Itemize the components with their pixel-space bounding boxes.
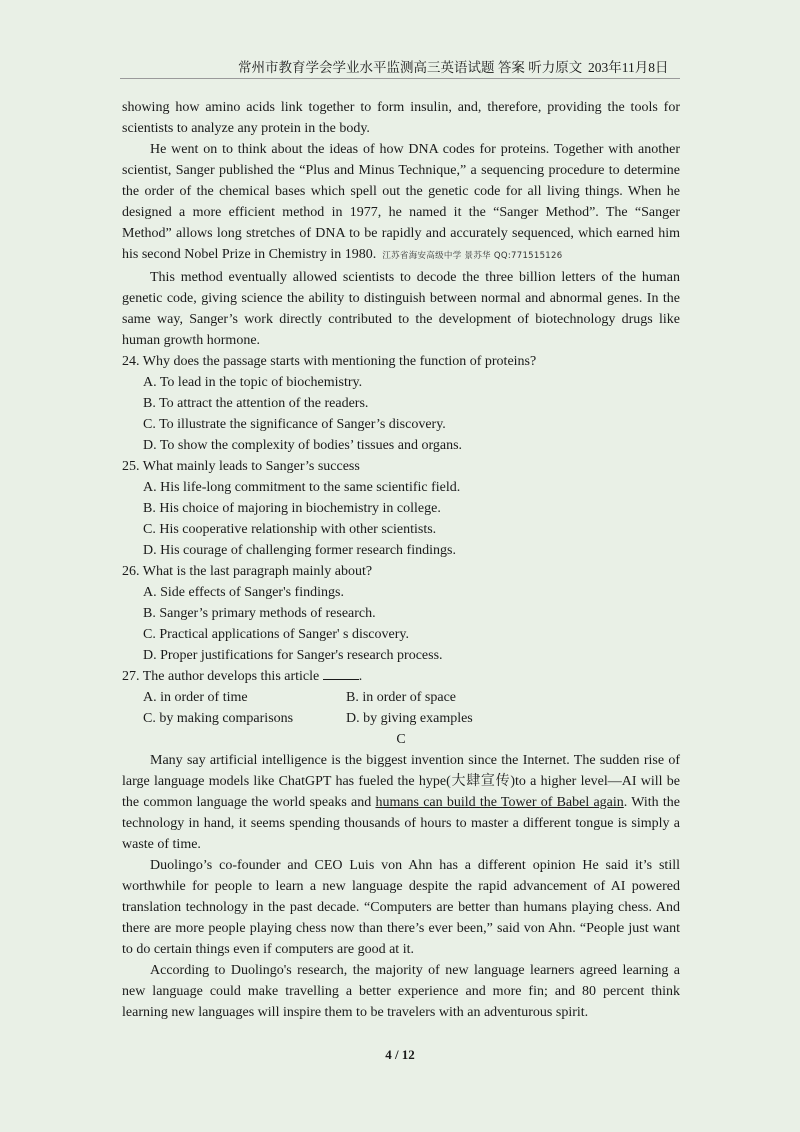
- question-27-stem-end: .: [358, 669, 363, 684]
- passage-b-paragraph-2: [122, 139, 680, 267]
- question-24-option-c: C. To illustrate the significance of Sanger’s discovery.: [143, 417, 446, 432]
- question-26-option-d: D. Proper justifications for Sanger's research process.: [143, 648, 443, 663]
- section-c-paragraph-1: [122, 750, 680, 855]
- question-26-option-a: A. Side effects of Sanger's findings.: [143, 585, 344, 600]
- question-27-options-row-1: [143, 687, 680, 708]
- question-26-stem: 26. What is the last paragraph mainly about?: [122, 564, 373, 579]
- question-27-option-b: B. in order of space: [346, 690, 457, 705]
- page-content: [122, 97, 680, 1023]
- header-divider: [120, 78, 680, 79]
- question-24-option-d: D. To show the complexity of bodies’ tissues and organs.: [143, 438, 463, 453]
- answer-blank: [323, 667, 359, 680]
- question-27-options-row-2: [143, 708, 680, 729]
- question-27-stem-text: 27. The author develops this article: [122, 669, 320, 684]
- question-27-option-d: D. by giving examples: [346, 711, 473, 726]
- passage-b-paragraph-1: showing how amino acids link together to form insulin, and, therefore, providing the tools for scientists to analyze any protein in the body.: [122, 100, 680, 136]
- section-c-label: C: [396, 732, 406, 747]
- question-25-option-a: A. His life-long commitment to the same scientific field.: [143, 480, 461, 495]
- header-title: 常州市教育学会学业水平监测高三英语试题 答案 听力原文: [238, 60, 583, 75]
- question-27-option-c: C. by making comparisons: [143, 711, 294, 726]
- header-date: 203年11月8日: [588, 60, 669, 75]
- watermark-note: 江苏省海安高级中学 景苏华 QQ:771515126: [382, 251, 563, 261]
- section-c-paragraph-1-text-b: . With the technology in hand, it seems spending thousands of hours to master a different tongue is simply a waste of time.: [122, 795, 680, 852]
- passage-b-paragraph-2-text: He went on to think about the ideas of how DNA codes for proteins. Together with another scientist, Sanger published the “Plus and Minus Technique,” a sequencing procedure to determine the order of the chemical bases which spell out the genetic code for all living things. When he designed a more efficient method in 1977, he named it the “Sanger Method”. The “Sanger Method” allows long stretches of DNA to be rapidly and accurately sequenced, which earned him his second Nobel Prize in Chemistry in 1980.: [122, 142, 680, 262]
- section-c-paragraph-1-text-a: Many say artificial intelligence is the biggest invention since the Internet. The sudden rise of large language models like ChatGPT has fueled the hype(大肆宣传)to a higher level—AI will be the common language the world speaks and: [122, 753, 680, 810]
- section-c-paragraph-2: Duolingo’s co-founder and CEO Luis von Ahn has a different opinion He said it’s still worthwhile for people to learn a new language despite the rapid advancement of AI powered translation technology in the past decade. “Computers are better than humans playing chess. And there are more people playing chess now than there’s ever been,” said von Ahn. “People just want to do certain things even if computers are good at it.: [122, 858, 680, 957]
- question-27-stem: [122, 666, 680, 687]
- question-24-stem: 24. Why does the passage starts with mentioning the function of proteins?: [122, 354, 537, 369]
- question-25-stem: 25. What mainly leads to Sanger’s success: [122, 459, 360, 474]
- passage-b-paragraph-3: This method eventually allowed scientists to decode the three billion letters of the human genetic code, giving science the ability to distinguish between normal and abnormal genes. In the same way, Sanger’s work directly contributed to the development of biotechnology drugs like human growth hormone.: [122, 270, 680, 348]
- question-25-option-c: C. His cooperative relationship with other scientists.: [143, 522, 437, 537]
- question-26-option-c: C. Practical applications of Sanger' s discovery.: [143, 627, 409, 642]
- page-number: 4 / 12: [385, 1047, 415, 1062]
- question-25-option-d: D. His courage of challenging former research findings.: [143, 543, 456, 558]
- question-24-option-a: A. To lead in the topic of biochemistry.: [143, 375, 363, 390]
- question-27-option-a: A. in order of time: [143, 690, 248, 705]
- section-c-paragraph-3: According to Duolingo's research, the majority of new language learners agreed learning a new language could make travelling a better experience and more fin; and 80 percent think learning new languages will inspire them to be travelers with an adventurous spirit.: [122, 963, 680, 1020]
- question-24-option-b: B. To attract the attention of the readers.: [143, 396, 369, 411]
- underlined-phrase: humans can build the Tower of Babel again: [375, 795, 624, 810]
- page-header: [0, 56, 800, 80]
- question-26-option-b: B. Sanger’s primary methods of research.: [143, 606, 376, 621]
- question-25-option-b: B. His choice of majoring in biochemistry in college.: [143, 501, 441, 516]
